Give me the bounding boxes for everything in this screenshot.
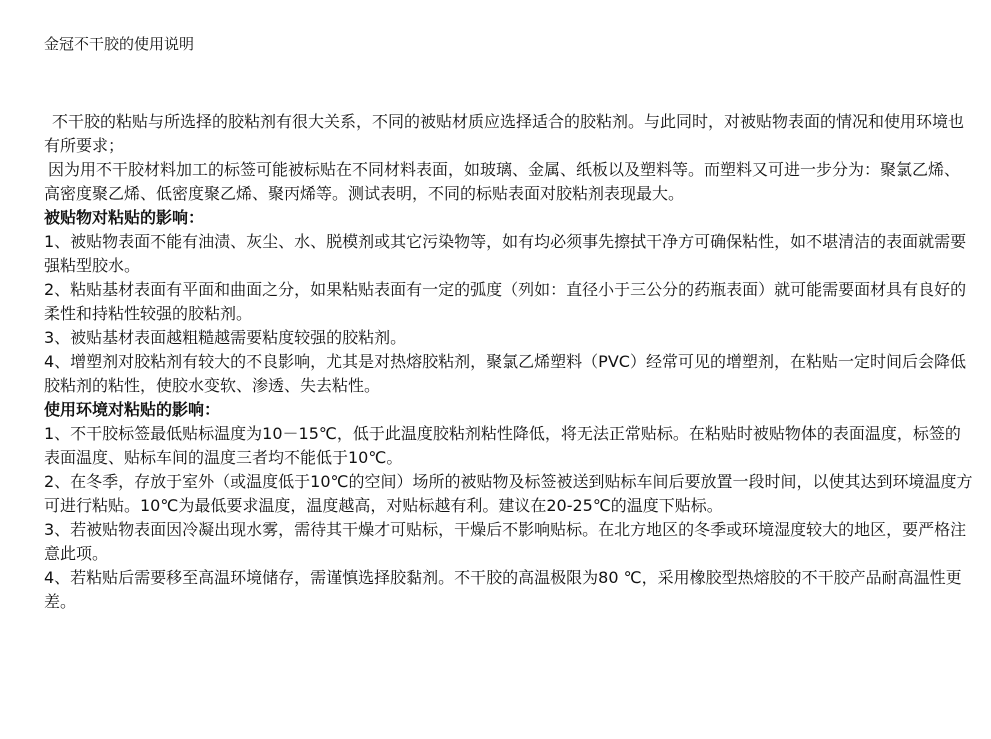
list-item: 3、若被贴物表面因冷凝出现水雾，需待其干燥才可贴标，干燥后不影响贴标。在北方地区的冬季或环境湿度较大的地区，要严格注意此项。 xyxy=(44,520,967,563)
document-title: 金冠不干胶的使用说明 xyxy=(44,35,195,53)
list-item: 4、增塑剂对胶粘剂有较大的不良影响，尤其是对热熔胶粘剂，聚氯乙烯塑料（PVC）经常可见的增塑剂，在粘贴一定时间后会降低胶粘剂的粘性，使胶水变软、渗透、失去粘性。 xyxy=(44,352,966,395)
list-item: 4、若粘贴后需要移至高温环境储存，需谨慎选择胶黏剂。不干胶的高温极限为80 ℃，采用橡胶型热熔胶的不干胶产品耐高温性更差。 xyxy=(44,568,962,611)
section-heading: 使用环境对粘贴的影响： xyxy=(44,400,221,419)
document-body xyxy=(44,110,974,614)
section-heading: 被贴物对粘贴的影响： xyxy=(44,208,205,227)
list-item: 1、不干胶标签最低贴标温度为10－15℃，低于此温度胶粘剂粘性降低，将无法正常贴标。在粘贴时被贴物体的表面温度，标签的表面温度、贴标车间的温度三者均不能低于10℃。 xyxy=(44,424,961,467)
intro-paragraph: 不干胶的粘贴与所选择的胶粘剂有很大关系，不同的被贴材质应选择适合的胶粘剂。与此同时，对被贴物表面的情况和使用环境也有所要求； xyxy=(44,112,965,155)
list-item: 2、粘贴基材表面有平面和曲面之分，如果粘贴表面有一定的弧度（列如：直径小于三公分的药瓶表面）就可能需要面材具有良好的柔性和持粘性较强的胶粘剂。 xyxy=(44,280,967,323)
intro-paragraph: 因为用不干胶材料加工的标签可能被标贴在不同材料表面，如玻璃、金属、纸板以及塑料等。而塑料又可进一步分为：聚氯乙烯、高密度聚乙烯、低密度聚乙烯、聚丙烯等。测试表明，不同的标贴表面对胶粘剂表现最大。 xyxy=(44,160,961,203)
list-item: 2、在冬季，存放于室外（或温度低于10℃的空间）场所的被贴物及标签被送到贴标车间后要放置一段时间，以使其达到环境温度方可进行粘贴。10℃为最低要求温度，温度越高，对贴标越有利。建议在20-25℃的温度下贴标。 xyxy=(44,472,973,515)
list-item: 1、被贴物表面不能有油渍、灰尘、水、脱模剂或其它污染物等，如有均必须事先擦拭干净方可确保粘性，如不堪清洁的表面就需要强粘型胶水。 xyxy=(44,232,967,275)
list-item: 3、被贴基材表面越粗糙越需要粘度较强的胶粘剂。 xyxy=(44,328,407,347)
